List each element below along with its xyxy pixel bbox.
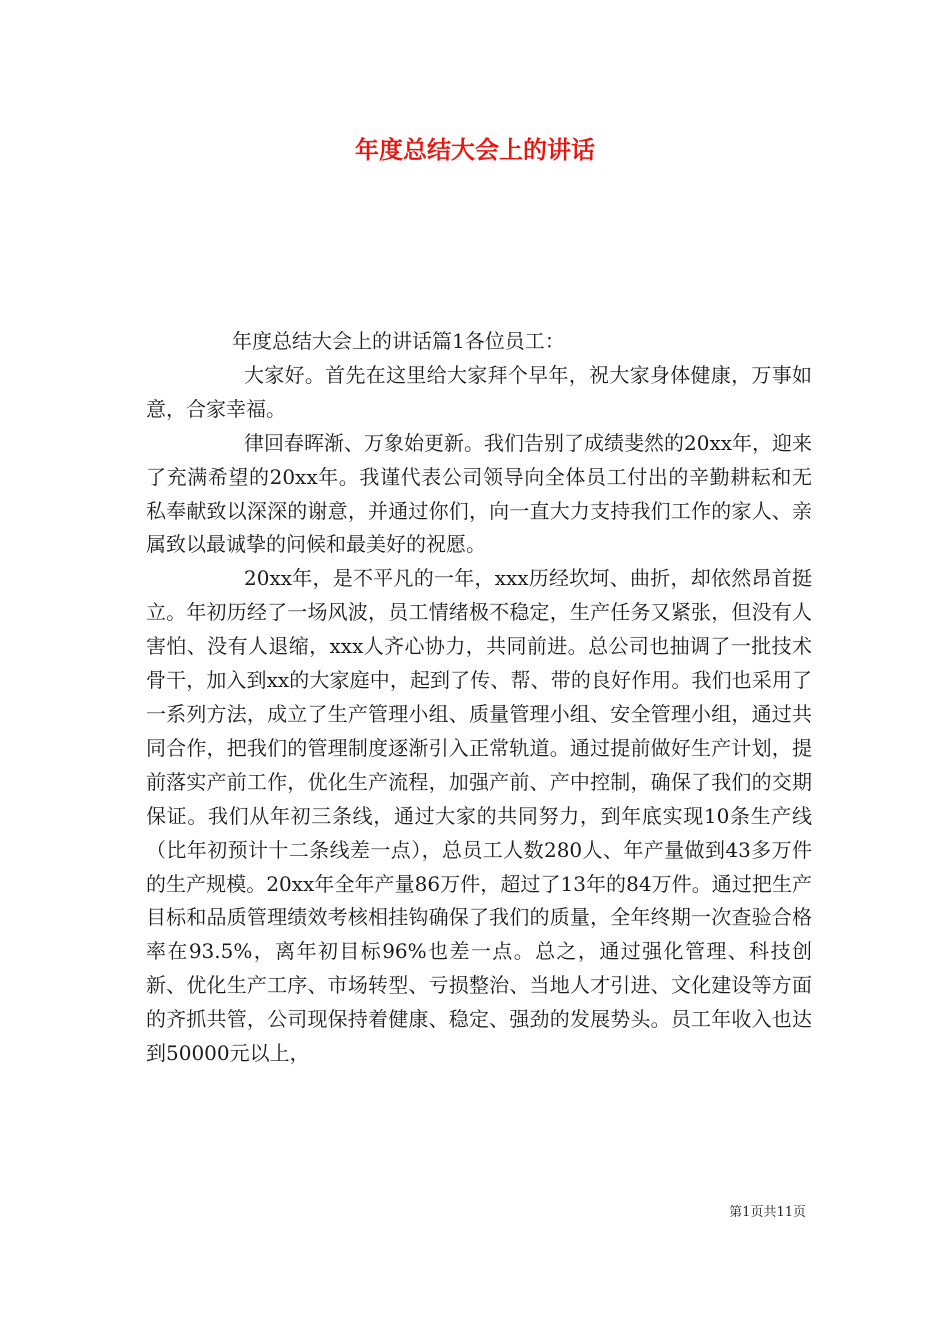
paragraph-3: 律回春晖渐、万象始更新。我们告别了成绩斐然的20xx年，迎来了充满希望的20xx年。我谨代表公司领导向全体员工付出的辛勤耕耘和无私奉献致以深深的谢意，并通过你们，向一直大力支持我们工作的家人、亲属致以最诚挚的问候和最美好的祝愿。 (146, 430, 813, 557)
paragraph-2: 大家好。首先在这里给大家拜个早年，祝大家身体健康，万事如意，合家幸福。 (146, 362, 812, 421)
paragraph-4: 20xx年，是不平凡的一年，xxx历经坎坷、曲折，却依然昂首挺立。年初历经了一场风波，员工情绪极不稳定，生产任务又紧张，但没有人害怕、没有人退缩，xxx人齐心协力，共同前进。总公司也抽调了一批技术骨干，加入到xx的大家庭中，起到了传、帮、带的良好作用。我们也采用了一系列方法，成立了生产管理小组、质量管理小组、安全管理小组，通过共同合作，把我们的管理制度逐渐引入正常轨道。通过提前做好生产计划，提前落实产前工作，优化生产流程，加强产前、产中控制，确保了我们的交期保证。我们从年初三条线，通过大家的共同努力，到年底实现10条生产线（比年初预计十二条线差一点），总员工人数280人、年产量做到43多万件的生产规模。20xx年全年产量86万件，超过了13年的84万件。通过把生产目标和品质管理绩效考核相挂钩确保了我们的质量，全年终期一次查验合格率在93.5%，离年初目标96%也差一点。总之，通过强化管理、科技创新、优化生产工序、市场转型、亏损整治、当地人才引进、文化建设等方面的齐抓共管，公司现保持着健康、稳定、强劲的发展势头。员工年收入也达到50000元以上， (146, 566, 812, 1066)
document-body (146, 325, 812, 1071)
paragraph-1: 年度总结大会上的讲话篇1各位员工： (232, 329, 565, 353)
page-number-footer: 第1页共11页 (729, 1205, 806, 1220)
document-title: 年度总结大会上的讲话 (355, 135, 595, 164)
